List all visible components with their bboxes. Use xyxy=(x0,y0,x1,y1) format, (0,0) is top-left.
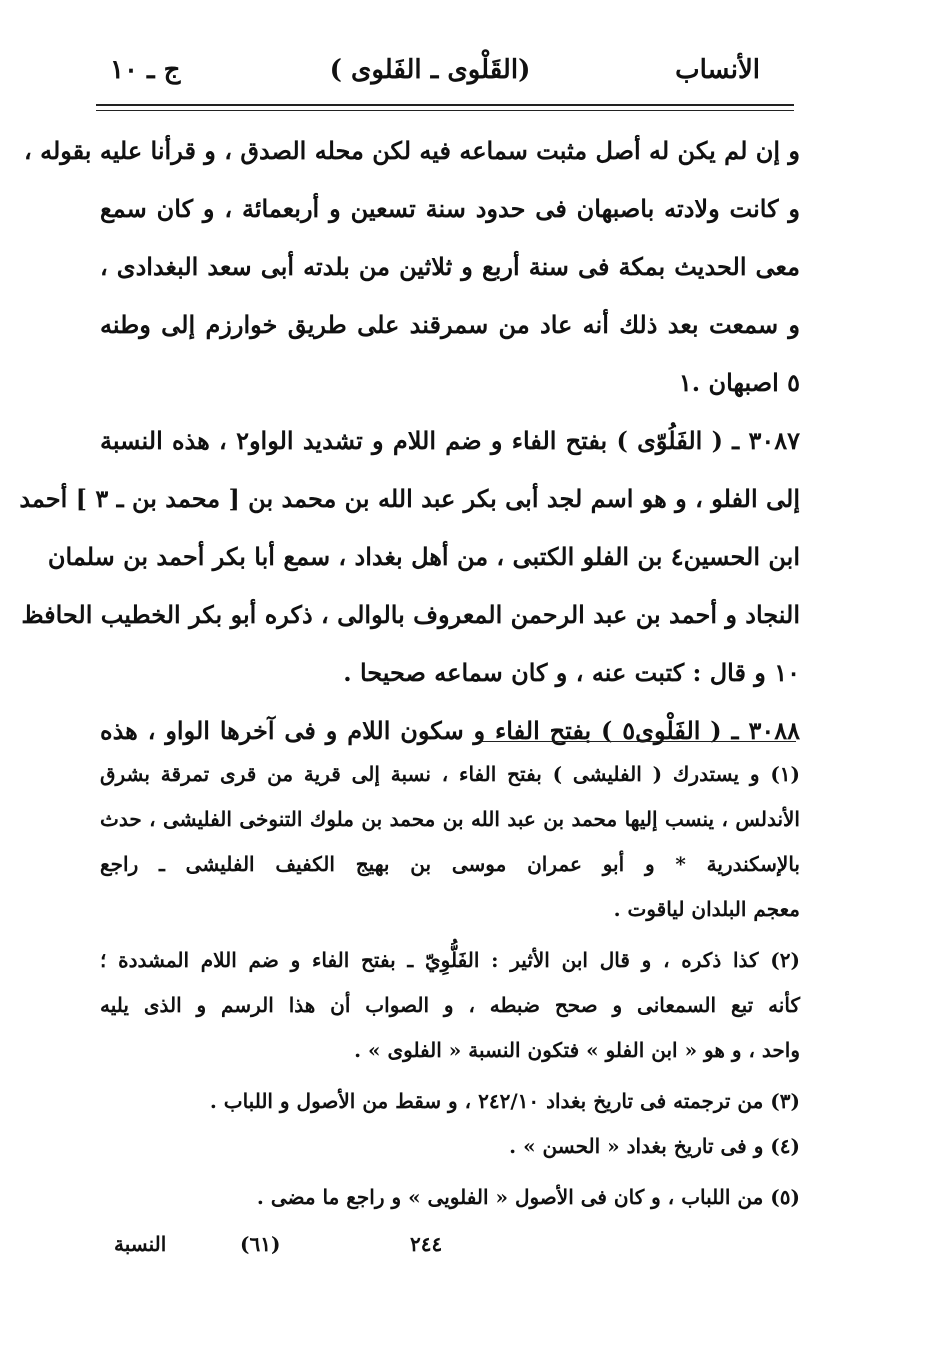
footnote-line: الأندلس ، ينسب إليها محمد بن عبد الله بن محمد بن ملوك التنوخى الفليشى ، حدث xyxy=(100,807,800,831)
footnotes xyxy=(100,752,800,1220)
footnote-line: (٥) من اللباب ، و كان فى الأصول « الفلويى » و راجع ما مضى . xyxy=(256,1185,800,1209)
header-rule xyxy=(96,104,794,106)
text-line: و كانت ولادته باصبهان فى حدود سنة تسعين و أربعمائة ، و كان سمع xyxy=(100,194,800,223)
catchword: النسبة xyxy=(114,1232,167,1256)
text-line: و إن لم يكن له أصل مثبت سماعه فيه لكن محله الصدق ، و قرأنا عليه بقوله ، xyxy=(23,136,800,165)
text-line: ٥ اصبهان .١ xyxy=(678,368,800,397)
footnote-line: (١) و يستدرك ( الفليشى ) بفتح الفاء ، نسبة إلى قرية من قرى تمرقة بشرق xyxy=(100,762,800,786)
text-line: ابن الحسين٤ بن الفلو الكتبى ، من أهل بغداد ، سمع أبا بكر أحمد بن سلمان xyxy=(47,542,800,571)
entry-3088-line: ٣٠٨٨ ـ ( الفَلْوى٥ ) بفتح الفاء و سكون اللام و فى آخرها الواو ، هذه xyxy=(100,716,800,745)
text-line: ١٠ و قال : كتبت عنه ، و كان سماعه صحيحا . xyxy=(343,658,800,687)
text-line: إلى الفلو ، و هو اسم لجد أبى بكر عبد الله بن محمد بن [ محمد بن ـ ٣ ] أحمد xyxy=(19,484,800,513)
page-number: ٢٤٤ xyxy=(410,1232,443,1256)
footnote-line: كأنه تبع السمعانى و صحح ضبطه ، و الصواب أن هذا الرسم و الذى يليه xyxy=(100,993,800,1017)
footnote-line: (٢) كذا ذكره ، و قال ابن الأثير : الفَلُّوِيّ ـ بفتح الفاء و ضم اللام المشددة ؛ xyxy=(100,948,800,972)
entry-3087-line: ٣٠٨٧ ـ ( الفَلُوّى ) بفتح الفاء و ضم اللام و تشديد الواو٢ ، هذه النسبة xyxy=(100,426,801,455)
header-rule-thin xyxy=(96,110,794,111)
main-text xyxy=(19,122,801,760)
book-title: الأنساب xyxy=(675,55,760,85)
footnote-rule xyxy=(480,741,796,742)
text-line: معى الحديث بمكة فى سنة أربع و ثلاثين من بلدته أبى سعد البغدادى ، xyxy=(100,252,800,281)
footnote-line: معجم البلدان لياقوت . xyxy=(613,897,800,921)
text-line: و سمعت بعد ذلك أنه عاد من سمرقند على طريق خوارزم إلى وطنه xyxy=(100,310,800,339)
footnote-line: (٣) من ترجمته فى تاريخ بغداد ٢٤٢/١٠ ، و سقط من الأصول و اللباب . xyxy=(209,1089,800,1113)
text-line: النجاد و أحمد بن عبد الرحمن المعروف بالوالى ، ذكره أبو بكر الخطيب الحافظ xyxy=(21,600,800,629)
footnote-line: واحد ، و هو « ابن الفلو » فتكون النسبة « الفلوى » . xyxy=(354,1038,800,1062)
footnote-line: (٤) و فى تاريخ بغداد « الحسن » . xyxy=(509,1134,800,1158)
volume-label: ج ـ ١٠ xyxy=(110,55,181,85)
running-header xyxy=(100,55,760,95)
page-footer xyxy=(100,1232,760,1262)
signature-mark: (٦١) xyxy=(240,1232,281,1256)
entry-range: ( القَلْوى ـ الفَلوى) xyxy=(329,55,531,85)
footnote-line: بالإسكندرية * و أبو عمران موسى بن بهيج الكفيف الفليشى ـ راجع xyxy=(100,852,800,876)
